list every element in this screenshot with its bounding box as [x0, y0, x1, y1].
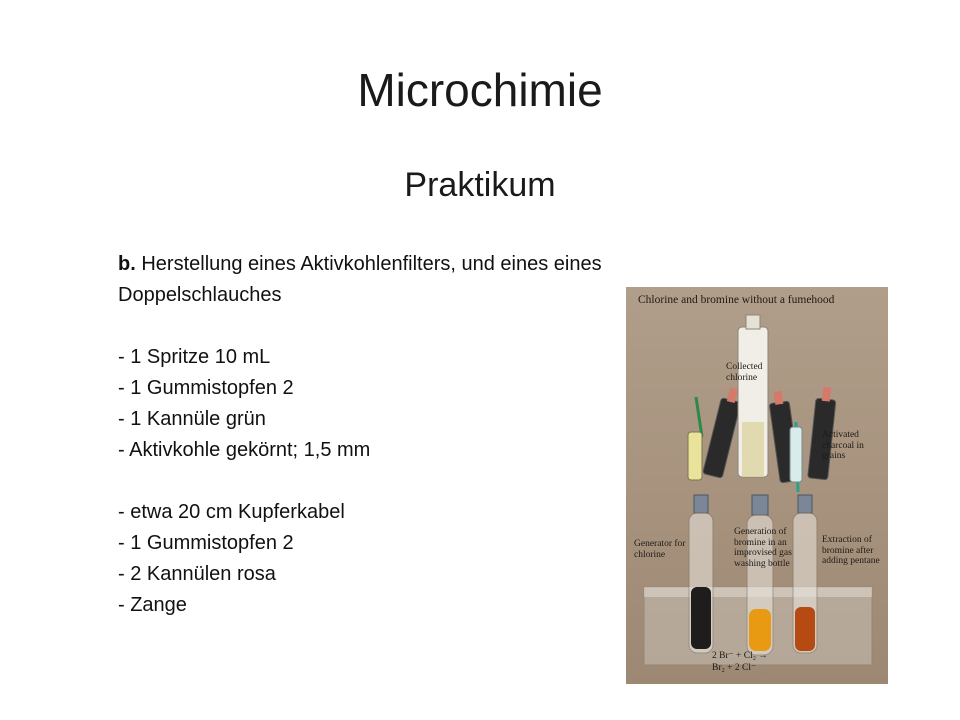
- list-item: - 2 Kannülen rosa: [118, 563, 276, 585]
- apparatus-illustration: [626, 287, 888, 684]
- list-item: - Aktivkohle gekörnt; 1,5 mm: [118, 439, 371, 461]
- label-generator: Generator for chlorine: [634, 539, 686, 560]
- list-item: - 1 Gummistopfen 2: [118, 377, 294, 399]
- heading-line: [118, 249, 738, 280]
- list-item: - etwa 20 cm Kupferkabel: [118, 501, 345, 523]
- apparatus-photo: [626, 287, 888, 684]
- heading-marker: b.: [118, 253, 136, 275]
- left-syringe: [688, 432, 702, 480]
- label-generation: Generation of bromine in an improvised gas washing bottle: [734, 527, 792, 569]
- label-extraction: Extraction of bromine after adding pentane: [822, 535, 880, 566]
- heading-line-2: Doppelschlauches: [118, 284, 282, 306]
- photo-title: Chlorine and bromine without a fumehood: [638, 294, 835, 306]
- right-stopper: [798, 495, 812, 513]
- label-collected-chlorine: Collected chlorine: [726, 362, 763, 383]
- label-activated-charcoal: Activated charcoal in grains: [822, 430, 864, 461]
- list-item: - Zange: [118, 594, 187, 616]
- slide-title: Microchimie: [357, 64, 603, 116]
- slide-subtitle: Praktikum: [404, 166, 556, 204]
- center-stopper: [752, 495, 768, 515]
- list-item: - 1 Spritze 10 mL: [118, 346, 271, 368]
- charcoal-syringe-left: [703, 398, 741, 479]
- list-item: - 1 Gummistopfen 2: [118, 532, 294, 554]
- heading-text: Herstellung eines Aktivkohlenfilters, und eines eines: [135, 253, 602, 275]
- equation-line-2: Br₂ + 2 Cl⁻: [712, 663, 757, 673]
- list-item: - 1 Kannüle grün: [118, 408, 266, 430]
- equation-line-1: 2 Br⁻ + Cl₂ →: [712, 651, 768, 661]
- left-stopper: [694, 495, 708, 513]
